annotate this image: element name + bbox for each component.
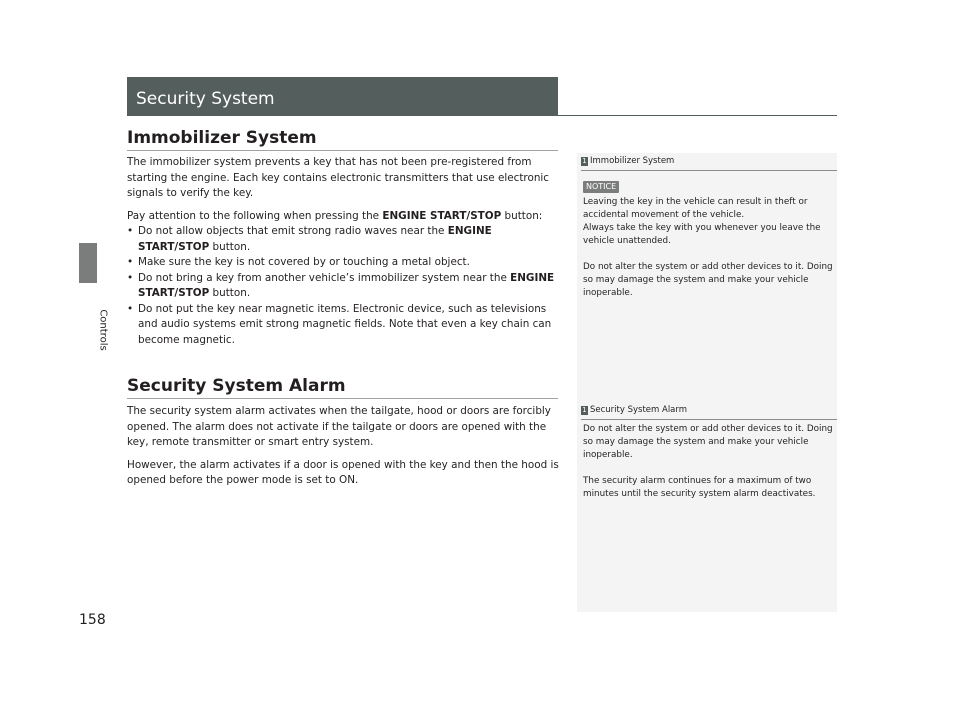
alarm-paragraph-1: The security system alarm activates when the tailgate, hood or doors are forcibly opened. The alarm does not activate if the tailgate or doors are opened with the key, remote transmitter or smart entry system. (127, 405, 551, 448)
alarm-paragraph-2: However, the alarm activates if a door is opened with the key and then the hood is opened before the power mode is set to ON. (127, 458, 559, 486)
note-reference-icon: 1 (582, 406, 587, 414)
section-tab-label: Controls (97, 309, 109, 351)
page-title-bar (127, 77, 558, 115)
note-title: Immobilizer System (590, 156, 675, 166)
note-body (583, 423, 833, 501)
note-paragraph: Leaving the key in the vehicle can result in theft or accidental movement of the vehicle. Always take the key with you whenever you leave the vehicle unattended. (583, 197, 821, 246)
alarm-heading: Security System Alarm (127, 376, 346, 396)
note-paragraph: Do not alter the system or add other devices to it. Doing so may damage the system and make your vehicle inoperable. (583, 424, 833, 460)
immobilizer-attention: Pay attention to the following when pressing the ENGINE START/STOP button: (127, 209, 543, 222)
note-paragraph: Do not alter the system or add other devices to it. Doing so may damage the system and make your vehicle inoperable. (583, 262, 833, 298)
immobilizer-bullet-list (127, 224, 559, 348)
immobilizer-body (127, 155, 559, 348)
alarm-body (127, 404, 559, 489)
section-tab-marker (79, 243, 97, 283)
page-title: Security System (136, 89, 275, 109)
note-security-alarm (577, 405, 837, 501)
note-header (581, 405, 837, 420)
note-header (581, 156, 837, 171)
note-immobilizer (577, 156, 837, 300)
note-title: Security System Alarm (590, 405, 688, 415)
list-item: • Do not allow objects that emit strong radio waves near the ENGINE START/STOP button. (127, 224, 559, 255)
note-paragraph: The security alarm continues for a maximum of two minutes until the security system alarm deactivates. (583, 476, 816, 499)
list-item: • Make sure the key is not covered by or touching a metal object. (127, 255, 559, 271)
immobilizer-heading-rule (127, 150, 558, 151)
note-body (583, 171, 833, 300)
immobilizer-intro: The immobilizer system prevents a key that has not been pre-registered from starting the engine. Each key contains electronic transmitters that use electronic signals to verify the key. (127, 156, 550, 199)
list-item: • Do not put the key near magnetic items. Electronic device, such as televisions and audio systems emit strong magnetic fields. Note that even a key chain can become magnetic. (127, 302, 559, 349)
note-reference-icon: 1 (582, 157, 587, 165)
list-item: • Do not bring a key from another vehicle’s immobilizer system near the ENGINE START/STOP button. (127, 271, 559, 302)
notice-badge: NOTICE (583, 181, 619, 193)
immobilizer-heading: Immobilizer System (127, 128, 317, 148)
notes-sidebar (577, 153, 837, 612)
title-divider (127, 115, 837, 116)
page-number: 158 (79, 612, 106, 628)
alarm-heading-rule (127, 398, 558, 399)
